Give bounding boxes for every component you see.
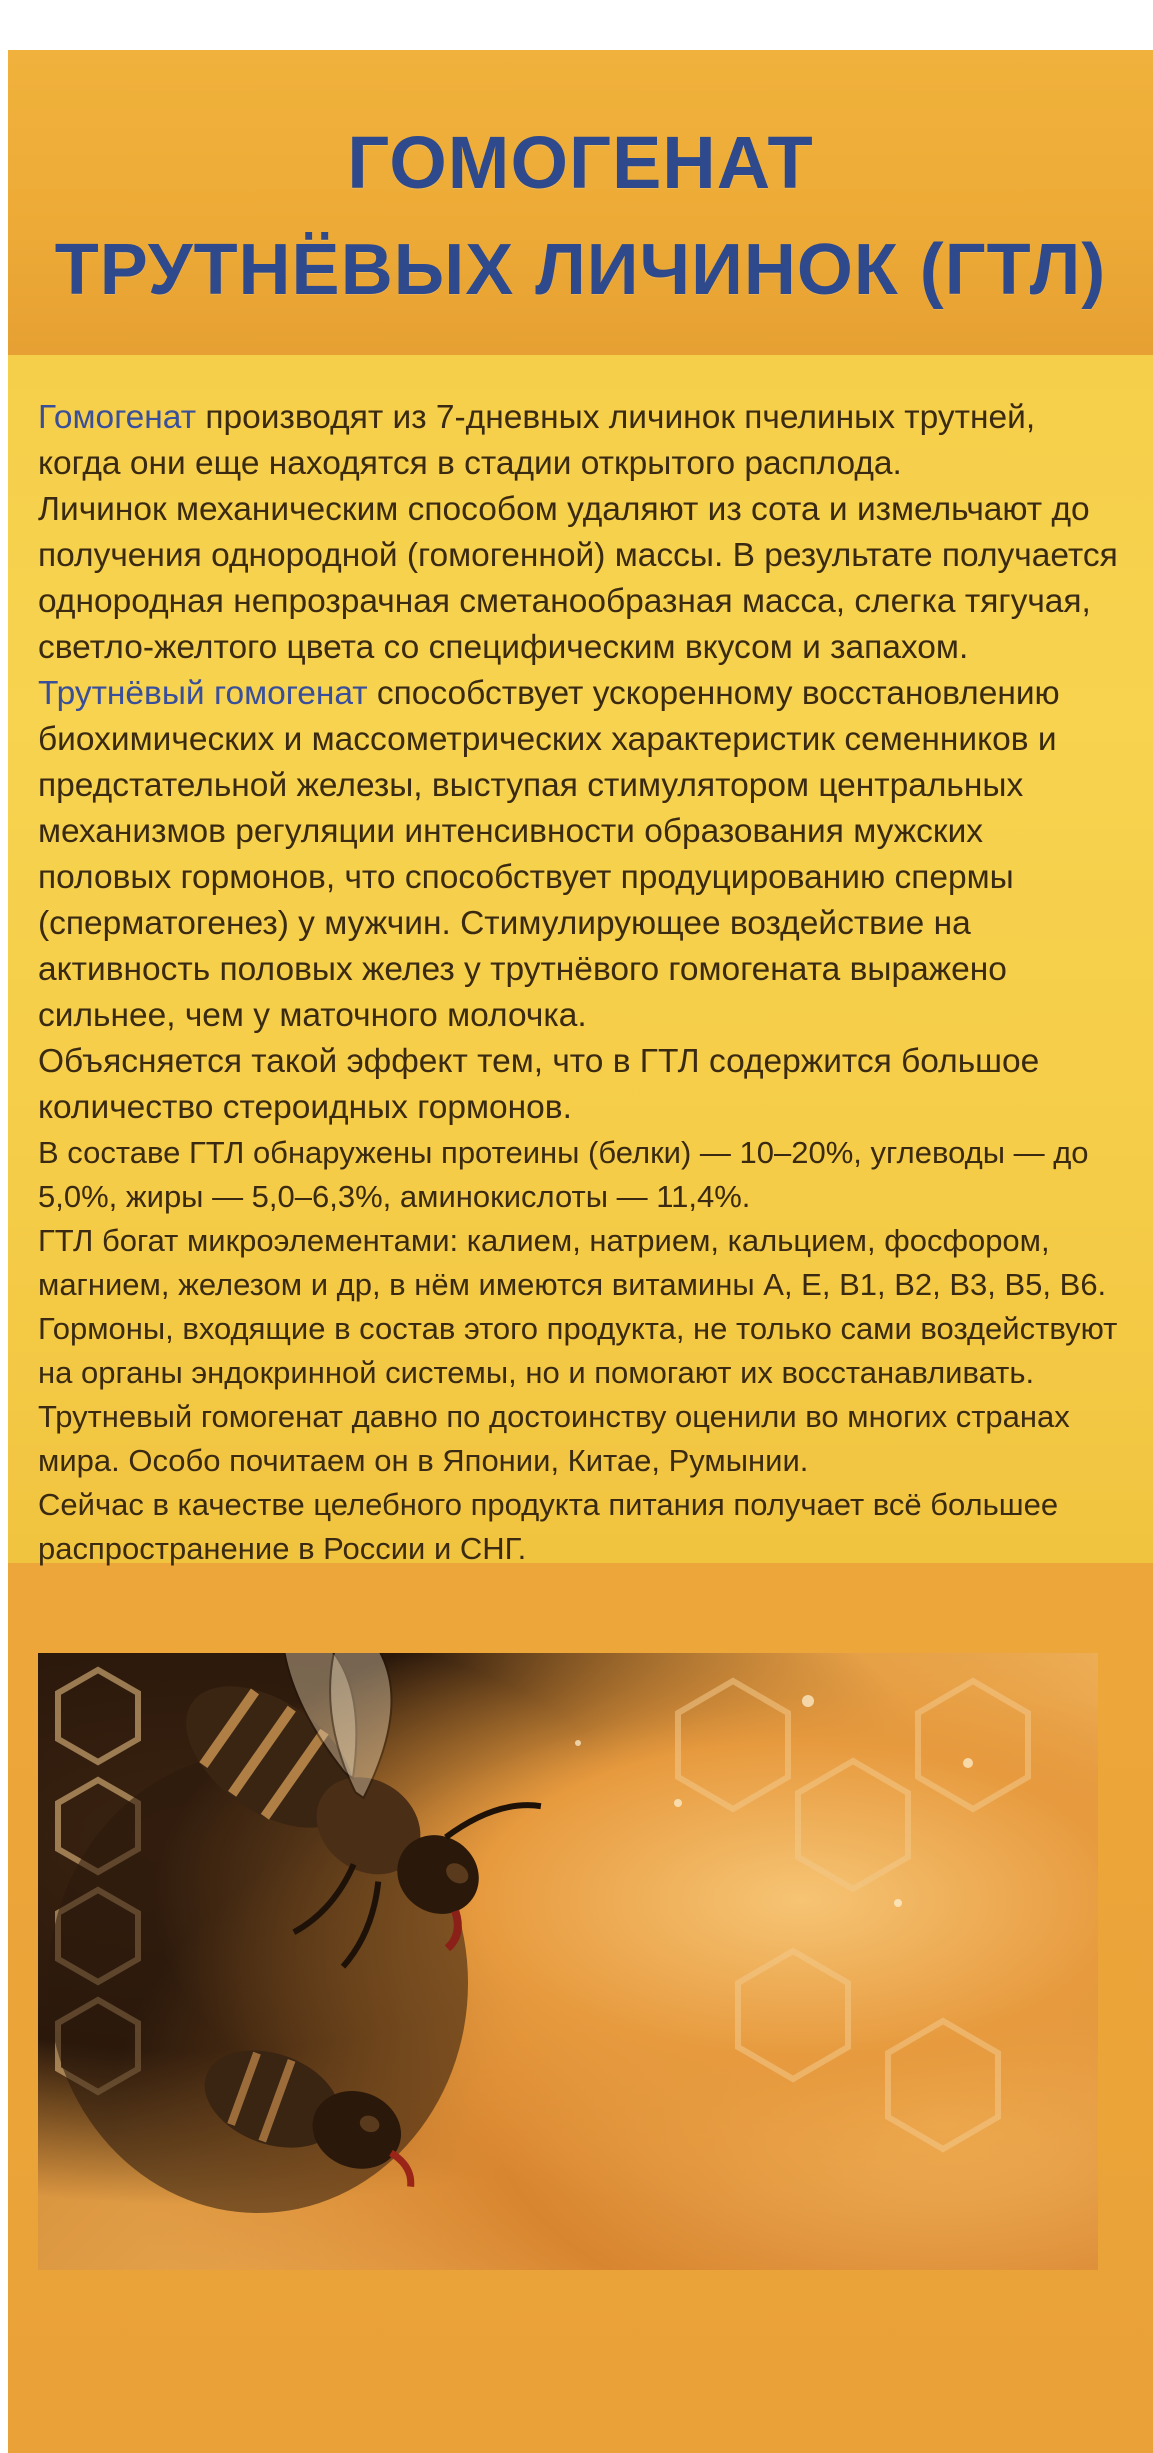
paragraph-3 bbox=[38, 671, 1123, 1039]
text-panel bbox=[8, 355, 1153, 1566]
paragraph-text: Сейчас в качестве целебного продукта питания получает всё большее распространение в России и СНГ. bbox=[38, 1487, 1059, 1566]
paragraph-4 bbox=[38, 1039, 1123, 1131]
paragraph-text: Объясняется такой эффект тем, что в ГТЛ содержится большое количество стероидных гормонов. bbox=[38, 1043, 1040, 1126]
paragraph-7 bbox=[38, 1307, 1123, 1395]
paragraph-5 bbox=[38, 1131, 1123, 1219]
paragraph-text: Личинок механическим способом удаляют из сота и измельчают до получения однородной (гомогенной) массы. В результате получается однородная непрозрачная сметанообразная масса, слегка тягучая, светло-желтого цвета со специфическим вкусом и запахом. bbox=[38, 491, 1118, 666]
highlight-term: Трутнёвый гомогенат bbox=[38, 675, 368, 712]
paragraph-2 bbox=[38, 487, 1123, 671]
brochure-page bbox=[8, 50, 1153, 2453]
title-band bbox=[8, 50, 1153, 355]
body-text bbox=[38, 395, 1123, 1571]
paragraph-9 bbox=[38, 1483, 1123, 1571]
paragraph-8 bbox=[38, 1395, 1123, 1483]
highlight-term: Гомогенат bbox=[38, 399, 197, 436]
page-title-line-1: ГОМОГЕНАТ bbox=[347, 121, 814, 204]
paragraph-text: В составе ГТЛ обнаружены протеины (белки) — 10–20%, углеводы — до 5,0%, жиры — 5,0–6,3%, аминокислоты — 11,4%. bbox=[38, 1135, 1089, 1214]
paragraph-text: ГТЛ богат микроэлементами: калием, натрием, кальцием, фосфором, магнием, железом и др, в нём имеются витамины А, Е, В1, В2, В3, В5, В6. bbox=[38, 1223, 1107, 1302]
paragraph-text: производят из 7-дневных личинок пчелиных трутней, когда они еще находятся в стадии открытого расплода. bbox=[38, 399, 1036, 482]
page-title-line-2: ТРУТНЁВЫХ ЛИЧИНОК (ГТЛ) bbox=[54, 230, 1107, 310]
paragraph-text: Трутневый гомогенат давно по достоинству оценили во многих странах мира. Особо почитаем он в Японии, Китае, Румынии. bbox=[38, 1399, 1070, 1478]
paragraph-text: способствует ускоренному восстановлению биохимических и массометрических характеристик семенников и предстательной железы, выступая стимулятором центральных механизмов регуляции интенсивности образования мужских половых гормонов, что способствует продуцированию спермы (сперматогенез) у мужчин. Стимулирующее воздействие на активность половых желез у трутнёвого гомогената выражено сильнее, чем у маточного молочка. bbox=[38, 675, 1060, 1034]
paragraph-6 bbox=[38, 1219, 1123, 1307]
bee-photo bbox=[38, 1653, 1098, 2270]
paragraph-text: Гормоны, входящие в состав этого продукта, не только сами воздействуют на органы эндокринной системы, но и помогают их восстанавливать. bbox=[38, 1311, 1118, 1390]
paragraph-1 bbox=[38, 395, 1123, 487]
bee-illustration bbox=[38, 1653, 1098, 2270]
